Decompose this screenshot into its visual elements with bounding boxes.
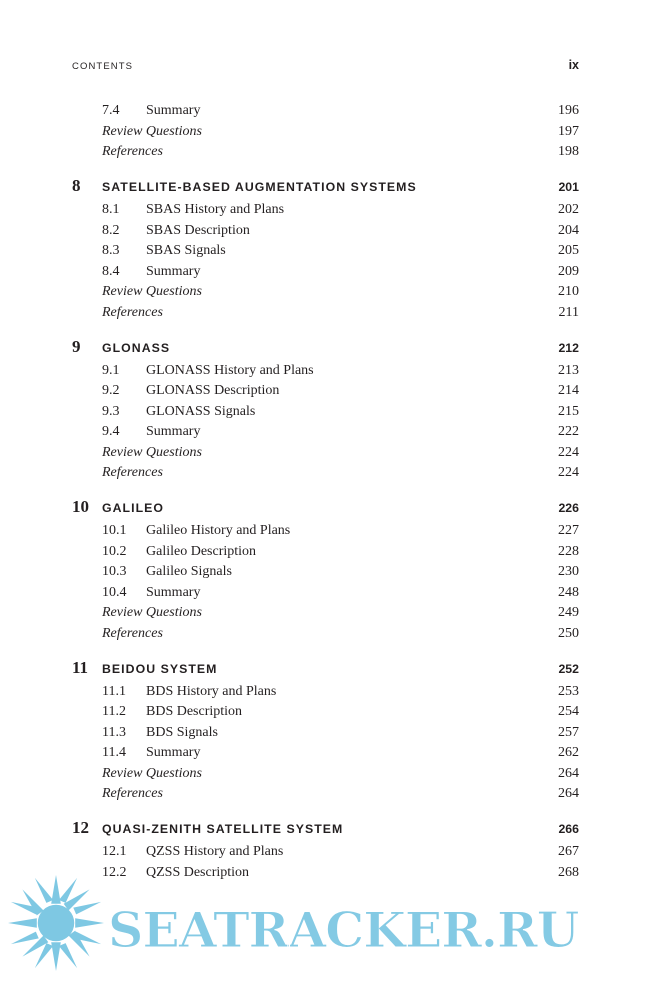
toc-section-row[interactable] <box>72 364 579 378</box>
toc-backmatter-title: Review Questions <box>102 444 202 460</box>
toc-row-page: 248 <box>558 584 579 600</box>
toc-section-row[interactable] <box>72 244 579 258</box>
toc-chapter-title: SATELLITE-BASED AUGMENTATION SYSTEMS <box>102 180 417 194</box>
toc-row-page: 253 <box>558 683 579 699</box>
toc-section-row[interactable] <box>72 565 579 579</box>
toc-section-title: Galileo Signals <box>146 564 232 579</box>
toc-row-inner <box>72 446 549 460</box>
toc-section-title: SBAS History and Plans <box>146 202 285 217</box>
toc-backmatter-row[interactable] <box>72 787 579 801</box>
toc-section-title: BDS Description <box>146 704 243 719</box>
toc-row-inner <box>72 285 549 299</box>
toc-row-inner <box>72 203 549 217</box>
toc-row-page: 213 <box>558 362 579 378</box>
toc-backmatter-title: Review Questions <box>102 765 202 781</box>
toc-section-number: 11.4 <box>102 745 126 760</box>
toc-backmatter-row[interactable] <box>72 285 579 299</box>
toc-row-page: 211 <box>558 304 579 320</box>
toc-chapter-block <box>72 338 579 481</box>
toc-backmatter-row[interactable] <box>72 606 579 620</box>
toc-section-row[interactable] <box>72 384 579 398</box>
toc-row-page: 254 <box>558 704 579 719</box>
toc-section-number: 9.1 <box>102 362 120 378</box>
toc-row-inner <box>72 405 549 419</box>
toc-chapter-number: 9 <box>72 336 81 356</box>
toc-row-page: 224 <box>558 444 579 460</box>
toc-section-number: 8.3 <box>102 243 120 258</box>
toc-section-title: Summary <box>146 584 201 600</box>
toc-section-row[interactable] <box>72 425 579 439</box>
toc-section-title: QZSS History and Plans <box>146 844 284 859</box>
toc-chapter-page: 226 <box>558 501 579 515</box>
toc-section-title: GLONASS Description <box>146 383 280 398</box>
toc-section-row[interactable] <box>72 224 579 238</box>
sun-burst-icon <box>8 875 104 971</box>
toc-row-page: 227 <box>558 523 579 538</box>
toc-section-number: 10.4 <box>102 584 127 600</box>
toc-backmatter-row[interactable] <box>72 767 579 781</box>
toc-row-inner <box>72 145 549 159</box>
toc-chapter-title: GLONASS <box>102 340 171 355</box>
toc-chapter-row[interactable] <box>72 498 579 515</box>
toc-chapter-title: QUASI-ZENITH SATELLITE SYSTEM <box>102 822 344 836</box>
toc-backmatter-title: References <box>102 465 163 480</box>
toc-section-title: BDS History and Plans <box>146 683 277 699</box>
toc-section-number: 10.1 <box>102 523 127 538</box>
toc-chapter-block <box>72 104 579 159</box>
running-head <box>72 58 579 72</box>
toc-row-inner <box>72 565 549 579</box>
toc-section-row[interactable] <box>72 203 579 217</box>
toc-section-title: SBAS Description <box>146 222 250 238</box>
toc-row-page: 262 <box>558 745 579 760</box>
toc-section-title: Galileo Description <box>146 543 257 559</box>
toc-section-title: BDS Signals <box>146 724 218 740</box>
toc-section-title: Summary <box>146 745 201 760</box>
toc-section-number: 8.2 <box>102 222 120 238</box>
toc-backmatter-row[interactable] <box>72 627 579 641</box>
toc-row-inner <box>72 627 549 641</box>
toc-section-number: 11.1 <box>102 683 126 699</box>
toc-row-inner <box>72 685 549 699</box>
toc-row-inner <box>72 306 549 320</box>
toc-section-number: 9.4 <box>102 424 120 439</box>
toc-backmatter-title: References <box>102 144 163 159</box>
toc-row-inner <box>72 545 549 559</box>
toc-section-title: GLONASS Signals <box>146 403 256 419</box>
toc-row-inner <box>72 104 549 118</box>
toc-section-row[interactable] <box>72 685 579 699</box>
toc-section-row[interactable] <box>72 845 579 859</box>
toc-section-number: 10.3 <box>102 564 127 579</box>
toc-section-row[interactable] <box>72 265 579 279</box>
toc-row-inner <box>72 466 549 480</box>
toc-backmatter-title: Review Questions <box>102 284 202 299</box>
toc-chapter-block <box>72 498 579 641</box>
toc-row-inner <box>72 586 549 600</box>
toc-chapter-number: 10 <box>72 497 89 516</box>
toc-section-row[interactable] <box>72 545 579 559</box>
toc-backmatter-title: References <box>102 786 163 801</box>
toc-chapter-row[interactable] <box>72 338 579 355</box>
toc-section-row[interactable] <box>72 705 579 719</box>
toc-section-row[interactable] <box>72 866 579 880</box>
toc-section-title: Galileo History and Plans <box>146 523 291 538</box>
toc-section-number: 10.2 <box>102 543 127 559</box>
toc-row-inner <box>72 726 549 740</box>
toc-section-number: 12.2 <box>102 864 127 880</box>
toc-row-inner <box>72 265 549 279</box>
toc-row-page: 268 <box>558 864 579 880</box>
toc-row-page: 197 <box>558 123 579 139</box>
toc-row-page: 209 <box>558 263 579 279</box>
watermark-text: SEATRACKER.RU <box>108 901 579 959</box>
toc-section-number: 7.4 <box>102 103 120 118</box>
toc-row-inner <box>72 606 549 620</box>
toc-row-page: 202 <box>558 202 579 217</box>
table-of-contents <box>72 104 579 880</box>
toc-section-title: SBAS Signals <box>146 243 226 258</box>
toc-section-number: 11.2 <box>102 704 126 719</box>
toc-section-title: GLONASS History and Plans <box>146 362 314 378</box>
toc-section-number: 8.4 <box>102 263 120 279</box>
toc-row-page: 210 <box>558 284 579 299</box>
toc-row-page: 205 <box>558 243 579 258</box>
toc-row-inner <box>72 364 549 378</box>
toc-row-inner <box>72 866 549 880</box>
toc-row-inner <box>72 845 549 859</box>
toc-chapter-number: 8 <box>72 176 81 195</box>
toc-backmatter-title: References <box>102 304 163 320</box>
toc-backmatter-row[interactable] <box>72 306 579 320</box>
toc-backmatter-row[interactable] <box>72 466 579 480</box>
toc-backmatter-title: Review Questions <box>102 605 202 620</box>
running-head-label: CONTENTS <box>72 61 134 72</box>
toc-row-inner <box>72 705 549 719</box>
toc-row-inner <box>72 384 549 398</box>
toc-chapter-page: 201 <box>558 180 579 194</box>
toc-section-number: 9.2 <box>102 383 120 398</box>
toc-section-row[interactable] <box>72 104 579 118</box>
toc-chapter-row[interactable] <box>72 659 579 676</box>
toc-row-inner <box>72 524 549 538</box>
toc-chapter-number: 11 <box>72 657 89 677</box>
toc-section-row[interactable] <box>72 726 579 740</box>
toc-backmatter-title: Review Questions <box>102 123 202 139</box>
toc-row-page: 196 <box>558 103 579 118</box>
toc-chapter-page: 266 <box>558 822 579 836</box>
page-folio: ix <box>568 58 579 72</box>
toc-chapter-title: BEIDOU SYSTEM <box>102 661 218 676</box>
toc-chapter-row[interactable] <box>72 819 579 836</box>
toc-row-page: 250 <box>558 625 579 641</box>
toc-row-inner <box>72 767 549 781</box>
toc-section-title: Summary <box>146 424 201 439</box>
toc-backmatter-title: References <box>102 625 163 641</box>
toc-backmatter-row[interactable] <box>72 125 579 139</box>
toc-row-inner <box>72 425 549 439</box>
toc-row-page: 267 <box>558 844 579 859</box>
toc-chapter-page: 212 <box>558 340 579 355</box>
toc-section-title: Summary <box>146 103 201 118</box>
toc-section-title: Summary <box>146 263 201 279</box>
toc-section-title: QZSS Description <box>146 864 250 880</box>
toc-row-page: 228 <box>558 543 579 559</box>
toc-backmatter-row[interactable] <box>72 446 579 460</box>
toc-section-row[interactable] <box>72 524 579 538</box>
toc-section-number: 12.1 <box>102 844 127 859</box>
toc-row-page: 204 <box>558 222 579 238</box>
toc-chapter-block <box>72 177 579 320</box>
toc-row-page: 222 <box>558 424 579 439</box>
toc-row-inner <box>72 125 549 139</box>
toc-chapter-row[interactable] <box>72 177 579 194</box>
toc-section-row[interactable] <box>72 405 579 419</box>
toc-row-page: 198 <box>558 144 579 159</box>
toc-backmatter-row[interactable] <box>72 145 579 159</box>
toc-section-row[interactable] <box>72 586 579 600</box>
toc-section-number: 8.1 <box>102 202 120 217</box>
toc-section-number: 9.3 <box>102 403 120 419</box>
toc-section-number: 11.3 <box>102 724 126 740</box>
watermark <box>0 864 651 977</box>
toc-chapter-block <box>72 659 579 802</box>
toc-chapter-block <box>72 819 579 880</box>
toc-row-page: 214 <box>558 383 579 398</box>
toc-row-page: 224 <box>558 465 579 480</box>
toc-section-row[interactable] <box>72 746 579 760</box>
toc-chapter-page: 252 <box>558 661 579 676</box>
toc-row-inner <box>72 224 549 238</box>
toc-chapter-title: GALILEO <box>102 501 165 515</box>
toc-row-inner <box>72 244 549 258</box>
toc-row-page: 249 <box>558 605 579 620</box>
toc-row-page: 264 <box>558 786 579 801</box>
toc-row-page: 257 <box>558 724 579 740</box>
toc-row-inner <box>72 746 549 760</box>
toc-row-page: 264 <box>558 765 579 781</box>
toc-chapter-number: 12 <box>72 818 89 837</box>
toc-row-inner <box>72 787 549 801</box>
toc-row-page: 230 <box>558 564 579 579</box>
toc-row-page: 215 <box>558 403 579 419</box>
